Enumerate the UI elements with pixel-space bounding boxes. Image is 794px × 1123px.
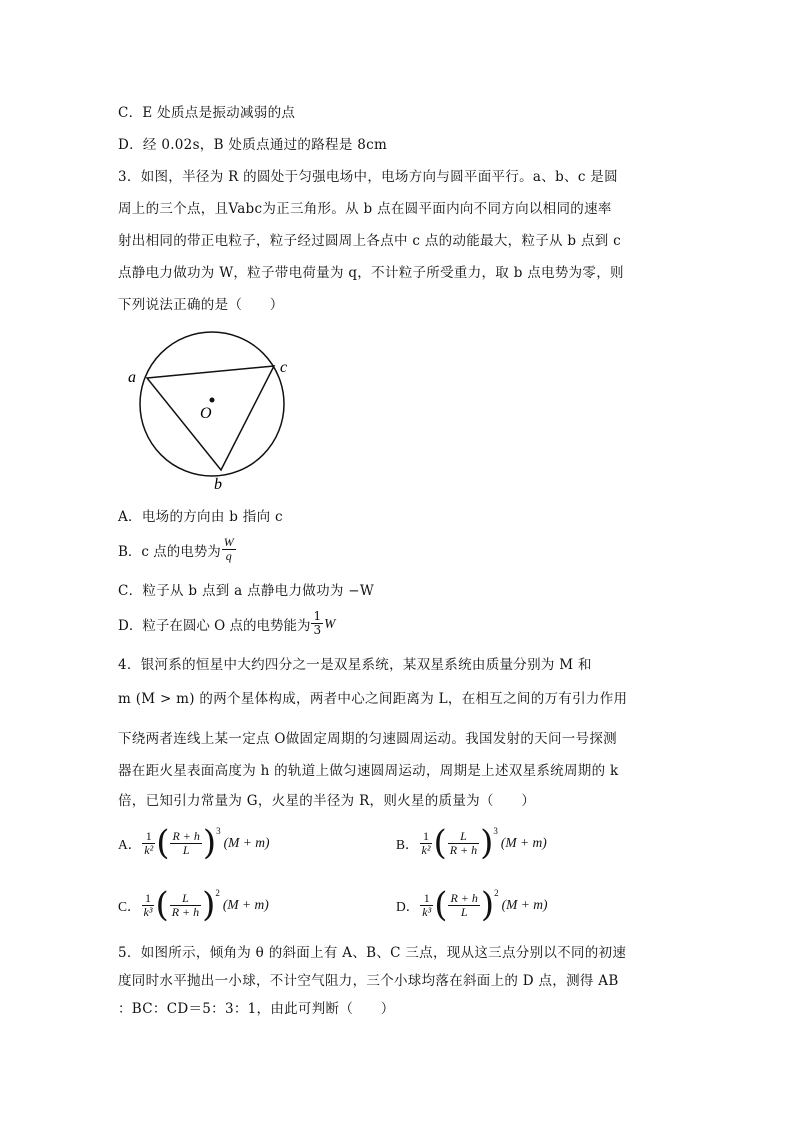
q3-option-c: C．粒子从 b 点到 a 点静电力做功为 −W <box>118 583 375 599</box>
right-paren: ) <box>202 885 216 925</box>
label-c: c <box>280 359 288 376</box>
numerator: 1 <box>142 892 155 906</box>
numerator: L <box>170 892 201 906</box>
denominator: R + h <box>449 842 478 857</box>
denominator: k³ <box>143 904 153 919</box>
ratio-fraction <box>448 830 479 857</box>
left-paren: ( <box>433 823 447 863</box>
q4-option-d <box>396 885 548 925</box>
q3-stem-line3: 射出相同的带正电粒子，粒子经过圆周上各点中 c 点的动能最大，粒子从 b 点到 c <box>118 233 622 249</box>
option-label: C． <box>118 899 141 914</box>
denominator: k³ <box>422 904 432 919</box>
q3-option-d-suffix: W <box>324 615 336 631</box>
denominator: L <box>182 842 190 857</box>
coefficient-fraction <box>142 892 155 919</box>
ratio-fraction <box>448 892 479 919</box>
numerator: 1 <box>420 830 433 844</box>
circle <box>140 332 284 476</box>
fraction-numerator: 1 <box>313 609 322 623</box>
q3-option-d <box>118 610 335 637</box>
q4-stem-line5: 倍，已知引力常量为 G，火星的半径为 R，则火星的质量为（ ） <box>118 793 536 809</box>
numerator: 1 <box>142 830 155 844</box>
mass-sum: (M + m) <box>222 897 269 912</box>
label-a: a <box>128 369 136 386</box>
q4-option-b <box>396 823 547 863</box>
q4-stem-line2: m (M > m) 的两个星体构成，两者中心之间距离为 L，在相互之间的万有引力作用 <box>118 691 628 707</box>
coefficient-fraction <box>142 830 155 857</box>
denominator: R + h <box>171 904 200 919</box>
option-label: D． <box>396 899 420 914</box>
q3-circle-figure <box>120 322 310 494</box>
q3-option-a: A．电场的方向由 b 指向 c <box>118 509 283 525</box>
left-paren: ( <box>155 885 169 925</box>
q3-option-d-fraction <box>311 610 323 637</box>
right-paren: ) <box>202 823 217 863</box>
q3-option-d-prefix: D．粒子在圆心 O 点的电势能为 <box>118 617 311 634</box>
q4-option-a <box>118 823 270 863</box>
label-b: b <box>214 476 222 493</box>
denominator: k² <box>144 842 154 857</box>
exponent: 2 <box>215 888 220 898</box>
denominator: L <box>460 904 468 919</box>
q5-stem-line2: 度同时水平抛出一小球，不计空气阻力，三个小球均落在斜面上的 D 点，测得 AB <box>118 973 619 989</box>
left-paren: ( <box>156 823 170 863</box>
left-paren: ( <box>434 885 448 925</box>
mass-sum: (M + m) <box>223 835 270 850</box>
coefficient-fraction <box>420 830 433 857</box>
label-o: O <box>200 405 212 422</box>
q4-option-c <box>118 885 269 925</box>
fraction-numerator: W <box>223 535 234 549</box>
ratio-fraction <box>170 830 201 857</box>
q5-stem-line3: ：BC：CD＝5：3：1，由此可判断（ ） <box>118 1001 395 1017</box>
q3-stem-line4: 点静电力做功为 W，粒子带电荷量为 q，不计粒子所受重力，取 b 点电势为零，则 <box>118 265 624 281</box>
numerator: L <box>448 830 479 844</box>
q3-option-b-fraction <box>222 536 236 563</box>
numerator: R + h <box>450 890 478 905</box>
fraction-denominator: 3 <box>313 623 322 637</box>
q3-option-b <box>118 536 237 563</box>
q5-stem-line1: 5．如图所示，倾角为 θ 的斜面上有 A、B、C 三点，现从这三点分别以不同的初速 <box>118 945 627 961</box>
q2-option-d: D．经 0.02s，B 处质点通过的路程是 8cm <box>118 137 388 153</box>
q4-stem-line1: 4．银河系的恒星中大约四分之一是双星系统，某双星系统由质量分别为 M 和 <box>118 657 592 673</box>
exponent: 3 <box>493 826 498 836</box>
right-paren: ) <box>480 823 494 863</box>
center-dot <box>210 398 215 403</box>
coefficient-fraction <box>420 892 433 919</box>
fraction-denominator: q <box>225 549 232 563</box>
numerator: 1 <box>420 892 433 906</box>
right-paren: ) <box>480 885 495 925</box>
q4-stem-line3: 下绕两者连线上某一定点 O做固定周期的匀速圆周运动。我国发射的天问一号探测 <box>118 731 617 747</box>
q3-stem-line5: 下列说法正确的是（ ） <box>118 297 284 313</box>
q2-option-c: C．E 处质点是振动减弱的点 <box>118 105 296 121</box>
option-label: A． <box>118 837 142 852</box>
mass-sum: (M + m) <box>500 835 547 850</box>
q3-stem-line2: 周上的三个点，且Vabc为正三角形。从 b 点在圆平面内向不同方向以相同的速率 <box>118 201 612 217</box>
option-label: B． <box>396 837 419 852</box>
exponent: 3 <box>216 826 221 836</box>
numerator: R + h <box>172 828 200 843</box>
denominator: k² <box>421 842 431 857</box>
exponent: 2 <box>494 888 499 898</box>
q3-stem-line1: 3．如图，半径为 R 的圆处于匀强电场中，电场方向与圆平面平行。a、b、c 是圆 <box>118 169 618 185</box>
q3-option-b-prefix: B．c 点的电势为 <box>118 543 221 560</box>
ratio-fraction <box>170 892 201 919</box>
q4-stem-line4: 器在距火星表面高度为 h 的轨道上做匀速圆周运动，周期是上述双星系统周期的 k <box>118 763 619 779</box>
mass-sum: (M + m) <box>501 897 548 912</box>
